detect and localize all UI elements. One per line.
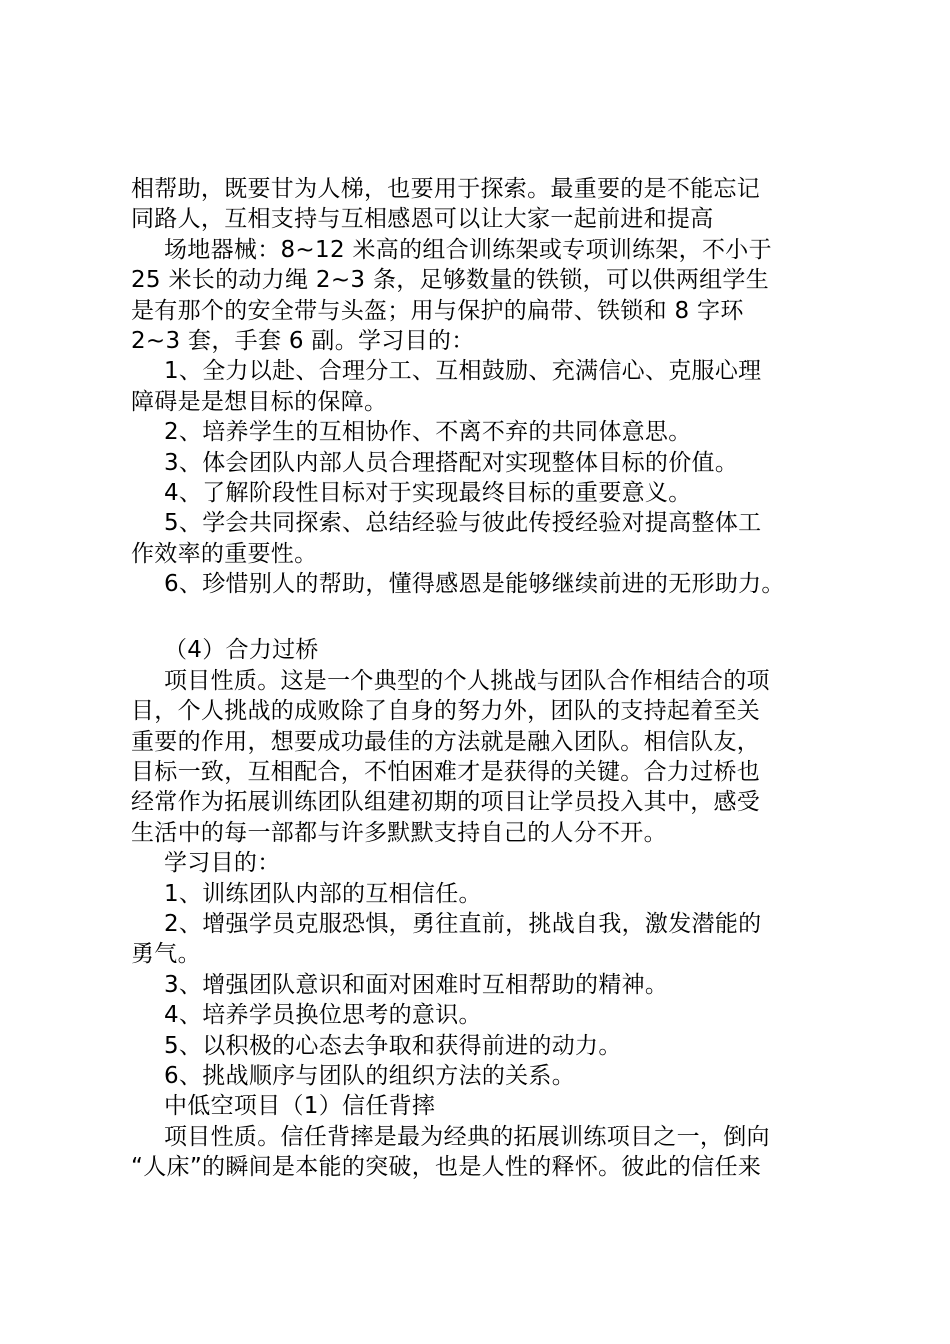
text-line: 学习目的：	[164, 850, 281, 877]
text-line: 经常作为拓展训练团队组建初期的项目让学员投入其中，感受	[131, 789, 761, 816]
text-line: 4、培养学员换位思考的意识。	[164, 1002, 482, 1029]
text-line: 6、挑战顺序与团队的组织方法的关系。	[164, 1062, 576, 1089]
text-line: 6、珍惜别人的帮助，懂得感恩是能够继续前进的无形助力。	[164, 571, 785, 598]
text-line: 项目性质。信任背摔是最为经典的拓展训练项目之一，倒向	[164, 1123, 770, 1150]
section-heading: 中低空项目（1）信任背摔	[164, 1093, 436, 1120]
text-line: 目标一致，互相配合，不怕困难才是获得的关键。合力过桥也	[131, 759, 761, 786]
text-line: 5、学会共同探索、总结经验与彼此传授经验对提高整体工	[164, 510, 762, 537]
text-line: 2~3 套，手套 6 副。学习目的：	[131, 327, 475, 354]
text-line: 3、体会团队内部人员合理搭配对实现整体目标的价值。	[164, 449, 739, 476]
text-line: 生活中的每一部都与许多默默支持自己的人分不开。	[131, 819, 667, 846]
text-line: 4、了解阶段性目标对于实现最终目标的重要意义。	[164, 479, 692, 506]
text-line: 项目性质。这是一个典型的个人挑战与团队合作相结合的项	[164, 667, 770, 694]
document-body	[131, 174, 831, 1183]
text-line: 勇气。	[131, 941, 201, 968]
text-line: 相帮助，既要甘为人梯，也要用于探索。最重要的是不能忘记	[131, 176, 761, 202]
text-line: 作效率的重要性。	[131, 540, 318, 567]
text-line: 同路人，互相支持与互相感恩可以让大家一起前进和提高	[131, 206, 714, 233]
text-line: 1、训练团队内部的互相信任。	[164, 880, 482, 907]
section-heading: （4）合力过桥	[164, 637, 319, 664]
text-line: 重要的作用，想要成功最佳的方法就是融入团队。相信队友，	[131, 728, 761, 755]
text-line: 5、以积极的心态去争取和获得前进的动力。	[164, 1032, 622, 1059]
text-line: 1、全力以赴、合理分工、互相鼓励、充满信心、克服心理	[164, 358, 762, 385]
text-line: 3、增强团队意识和面对困难时互相帮助的精神。	[164, 971, 669, 998]
text-line: 是有那个的安全带与头盔；用与保护的扁带、铁锁和 8 字环	[131, 297, 744, 324]
text-line: “人床”的瞬间是本能的突破，也是人性的释怀。彼此的信任来	[131, 1154, 762, 1181]
text-line: 25 米长的动力绳 2~3 条，足够数量的铁锁，可以供两组学生	[131, 267, 770, 294]
blank-line	[131, 599, 831, 635]
text-line: 2、增强学员克服恐惧，勇往直前，挑战自我，激发潜能的	[164, 910, 762, 937]
text-line: 场地器械：8~12 米高的组合训练架或专项训练架，不小于	[164, 236, 772, 263]
text-line: 目，个人挑战的成败除了自身的努力外，团队的支持起着至关	[131, 698, 761, 725]
text-line: 2、培养学生的互相协作、不离不弃的共同体意思。	[164, 419, 692, 446]
text-line: 障碍是是想目标的保障。	[131, 388, 388, 415]
